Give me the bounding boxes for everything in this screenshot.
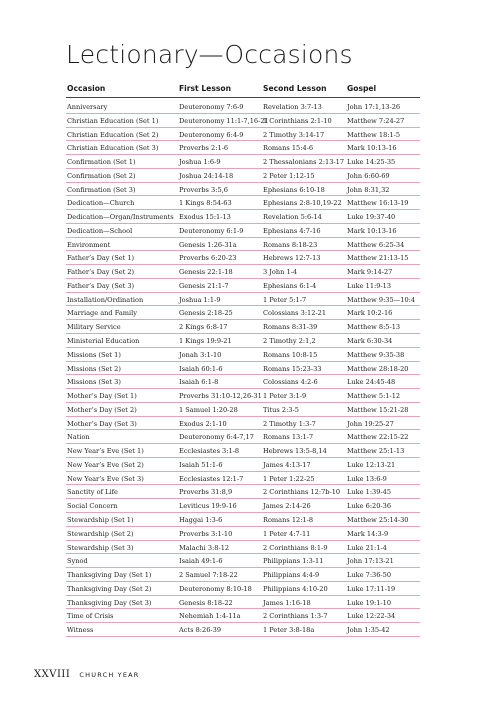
cell-first-lesson: Genesis 8:18-22	[179, 598, 233, 607]
cell-first-lesson: Proverbs 3:1-10	[179, 529, 233, 538]
cell-first-lesson: Proverbs 31:8,9	[179, 488, 233, 497]
header-second-lesson: Second Lesson	[263, 84, 327, 93]
cell-gospel: Mark 10:13-16	[347, 144, 397, 153]
cell-second-lesson: Philippians 4:10-20	[263, 584, 328, 593]
cell-second-lesson: 2 Timothy 3:14-17	[263, 130, 325, 139]
cell-first-lesson: Deuteronomy 6:1-9	[179, 226, 244, 235]
cell-occasion: Anniversary	[67, 103, 108, 111]
cell-second-lesson: 1 Peter 5:1-7	[263, 295, 307, 304]
table-row	[66, 458, 420, 472]
cell-second-lesson: 1 Peter 3:1-9	[263, 392, 307, 401]
table-row	[66, 251, 420, 265]
cell-occasion: Ministerial Education	[67, 337, 140, 346]
cell-occasion: New Year’s Eve (Set 2)	[67, 460, 144, 469]
table-row	[66, 444, 420, 458]
cell-occasion: Time of Crisis	[67, 612, 114, 621]
cell-occasion: Synod	[67, 557, 88, 566]
cell-occasion: Thanksgiving Day (Set 2)	[67, 584, 152, 593]
cell-gospel: Mark 6:30-34	[347, 337, 393, 346]
cell-gospel: Luke 13:6-9	[347, 474, 387, 483]
cell-occasion: Social Concern	[67, 502, 118, 511]
cell-gospel: John 6:60-69	[347, 171, 390, 180]
cell-second-lesson: Philippians 1:3-11	[263, 557, 324, 566]
cell-second-lesson: Romans 8:18-23	[263, 240, 318, 249]
cell-gospel: Luke 1:39-45	[347, 488, 392, 497]
cell-first-lesson: 1 Kings 19:9-21	[179, 337, 232, 346]
cell-first-lesson: Deuteronomy 8:10-18	[179, 584, 252, 593]
table-row	[66, 527, 420, 541]
table-row	[66, 183, 420, 197]
cell-gospel: Mark 9:14-27	[347, 268, 393, 277]
cell-gospel: John 1:35-42	[347, 626, 390, 635]
table-row	[66, 306, 420, 320]
cell-first-lesson: 1 Samuel 1:20-28	[179, 405, 238, 414]
cell-occasion: Dedication—Church	[67, 199, 135, 208]
page-footer	[34, 662, 140, 681]
cell-occasion: Dedication—School	[67, 226, 133, 235]
table-row	[66, 513, 420, 527]
cell-first-lesson: 2 Kings 6:8-17	[179, 323, 228, 332]
cell-first-lesson: Joshua 1:6-9	[179, 158, 221, 167]
cell-second-lesson: 2 Thessalonians 2:13-17	[263, 158, 345, 167]
table-row	[66, 541, 420, 555]
cell-second-lesson: Romans 10:8-15	[263, 350, 318, 359]
table-row	[66, 334, 420, 348]
cell-gospel: John 8:31,32	[347, 185, 390, 194]
cell-occasion: Environment	[67, 240, 111, 249]
table-row	[66, 114, 420, 128]
cell-first-lesson: Genesis 2:18-25	[179, 309, 233, 318]
cell-gospel: Luke 19:1-10	[347, 598, 392, 607]
cell-gospel: Luke 12:13-21	[347, 460, 396, 469]
cell-occasion: New Year’s Eve (Set 1)	[67, 447, 144, 456]
cell-occasion: Christian Education (Set 1)	[67, 116, 159, 125]
cell-occasion: Father’s Day (Set 2)	[67, 268, 135, 277]
cell-gospel: Luke 24:45-48	[347, 378, 396, 387]
cell-second-lesson: James 1:16-18	[263, 598, 311, 607]
table-row	[66, 320, 420, 334]
cell-gospel: Mark 10:13-16	[347, 226, 397, 235]
cell-gospel: Matthew 22:15-22	[347, 433, 409, 442]
table-row	[66, 609, 420, 623]
table-row	[66, 100, 420, 114]
cell-gospel: Matthew 18:1-5	[347, 130, 401, 139]
cell-gospel: Luke 12:22-34	[347, 612, 396, 621]
cell-gospel: Matthew 7:24-27	[347, 116, 405, 125]
cell-second-lesson: Colossians 4:2-6	[263, 378, 318, 387]
table-row	[66, 128, 420, 142]
cell-second-lesson: Revelation 3:7-13	[263, 103, 322, 111]
cell-gospel: Matthew 9:35-38	[347, 350, 405, 359]
cell-first-lesson: Proverbs 31:10-12,26-31	[179, 392, 262, 401]
cell-first-lesson: Isaiah 60:1-6	[179, 364, 223, 373]
header-first-lesson: First Lesson	[179, 84, 231, 93]
cell-occasion: Mother’s Day (Set 2)	[67, 405, 137, 414]
cell-occasion: Mother’s Day (Set 3)	[67, 419, 137, 428]
cell-second-lesson: Ephesians 2:8-10,19-22	[263, 199, 342, 208]
cell-second-lesson: Romans 8:31-39	[263, 323, 318, 332]
cell-occasion: Confirmation (Set 2)	[67, 171, 136, 180]
cell-gospel: Mark 14:3-9	[347, 529, 389, 538]
table-row	[66, 348, 420, 362]
cell-first-lesson: Ecclesiastes 12:1-7	[179, 474, 244, 483]
cell-first-lesson: Deuteronomy 11:1-7,16-21	[179, 116, 269, 125]
cell-first-lesson: 2 Samuel 7:18-22	[179, 571, 238, 580]
table-row	[66, 389, 420, 403]
cell-gospel: Matthew 5:1-12	[347, 392, 401, 401]
cell-first-lesson: Jonah 3:1-10	[179, 350, 222, 359]
table-row	[66, 485, 420, 499]
cell-occasion: Father’s Day (Set 1)	[67, 254, 135, 263]
cell-second-lesson: Romans 15:23-33	[263, 364, 322, 373]
cell-first-lesson: Acts 8:26-39	[179, 626, 222, 635]
cell-gospel: Luke 21:1-4	[347, 543, 387, 552]
cell-second-lesson: Philippians 4:4-9	[263, 571, 320, 580]
table-header	[66, 84, 420, 96]
cell-occasion: Thanksgiving Day (Set 1)	[67, 571, 152, 580]
cell-occasion: Missions (Set 3)	[67, 378, 121, 387]
cell-second-lesson: 2 Timothy 2:1,2	[263, 337, 316, 346]
cell-second-lesson: Romans 12:1-8	[263, 515, 314, 524]
cell-occasion: Mother’s Day (Set 1)	[67, 392, 137, 401]
cell-first-lesson: Joshua 24:14-18	[179, 171, 234, 180]
cell-first-lesson: Nehemiah 1:4-11a	[179, 612, 241, 621]
table-row	[66, 210, 420, 224]
cell-occasion: Missions (Set 1)	[67, 350, 121, 359]
cell-occasion: Nation	[67, 433, 90, 442]
cell-second-lesson: Revelation 5:6-14	[263, 213, 322, 222]
header-occasion: Occasion	[67, 84, 106, 93]
cell-first-lesson: Exodus 15:1-13	[179, 213, 231, 222]
cell-occasion: Stewardship (Set 1)	[67, 515, 134, 524]
header-divider	[66, 97, 420, 98]
cell-first-lesson: Deuteronomy 7:6-9	[179, 103, 244, 111]
cell-second-lesson: Hebrews 13:5-8,14	[263, 447, 327, 456]
cell-first-lesson: Deuteronomy 6:4-9	[179, 130, 244, 139]
cell-second-lesson: James 4:13-17	[263, 460, 311, 469]
cell-second-lesson: 2 Corinthians 12:7b-10	[263, 488, 341, 497]
cell-occasion: New Year’s Eve (Set 3)	[67, 474, 144, 483]
cell-second-lesson: Ephesians 6:10-18	[263, 185, 325, 194]
cell-first-lesson: Exodus 2:1-10	[179, 419, 227, 428]
header-gospel: Gospel	[347, 84, 377, 93]
cell-first-lesson: Leviticus 19:9-16	[179, 502, 237, 511]
cell-gospel: Luke 11:9-13	[347, 281, 392, 290]
cell-gospel: Matthew 16:13-19	[347, 199, 409, 208]
table-row	[66, 155, 420, 169]
table-row	[66, 293, 420, 307]
cell-occasion: Father’s Day (Set 3)	[67, 281, 135, 290]
cell-first-lesson: 1 Kings 8:54-63	[179, 199, 232, 208]
table-row	[66, 403, 420, 417]
running-head: CHURCH YEAR	[79, 671, 140, 679]
cell-first-lesson: Malachi 3:8-12	[179, 543, 230, 552]
cell-first-lesson: Joshua 1:1-9	[179, 295, 221, 304]
cell-second-lesson: 2 Corinthians 8:1-9	[263, 543, 328, 552]
cell-occasion: Witness	[67, 626, 94, 635]
cell-occasion: Installation/Ordination	[67, 295, 144, 304]
cell-first-lesson: Proverbs 2:1-6	[179, 144, 229, 153]
cell-gospel: Matthew 6:25-34	[347, 240, 405, 249]
cell-gospel: Luke 17:11-19	[347, 584, 396, 593]
table-row	[66, 375, 420, 389]
table-row	[66, 568, 420, 582]
cell-second-lesson: 1 Peter 3:8-18a	[263, 626, 315, 635]
table-row	[66, 582, 420, 596]
table-row	[66, 623, 420, 637]
table-row	[66, 417, 420, 431]
cell-second-lesson: 2 Timothy 1:3-7	[263, 419, 316, 428]
cell-first-lesson: Isaiah 51:1-6	[179, 460, 223, 469]
cell-second-lesson: Titus 2:3-5	[263, 405, 299, 414]
cell-gospel: Matthew 9:35—10:4	[347, 295, 416, 304]
table-row	[66, 279, 420, 293]
cell-occasion: Missions (Set 2)	[67, 364, 121, 373]
cell-occasion: Christian Education (Set 2)	[67, 130, 159, 139]
table-row	[66, 141, 420, 155]
cell-gospel: Luke 19:37-40	[347, 213, 396, 222]
cell-first-lesson: Haggai 1:3-6	[179, 515, 223, 524]
cell-first-lesson: Genesis 22:1-18	[179, 268, 233, 277]
cell-second-lesson: Colossians 3:12-21	[263, 309, 327, 318]
cell-second-lesson: Romans 13:1-7	[263, 433, 314, 442]
page-title: Lectionary—Occasions	[66, 40, 353, 69]
cell-gospel: Mark 10:2-16	[347, 309, 393, 318]
cell-first-lesson: Isaiah 49:1-6	[179, 557, 223, 566]
cell-first-lesson: Proverbs 3:5,6	[179, 185, 228, 194]
cell-occasion: Confirmation (Set 1)	[67, 158, 136, 167]
table-row	[66, 362, 420, 376]
cell-gospel: John 19:25-27	[347, 419, 394, 428]
cell-gospel: John 17:1,13-26	[347, 103, 401, 111]
cell-gospel: Matthew 25:14-30	[347, 515, 409, 524]
cell-first-lesson: Ecclesiastes 3:1-8	[179, 447, 240, 456]
cell-first-lesson: Genesis 21:1-7	[179, 281, 229, 290]
page-number: XXVIII	[34, 669, 71, 680]
cell-gospel: Matthew 25:1-13	[347, 447, 405, 456]
lectionary-table	[66, 100, 420, 637]
cell-gospel: Luke 14:25-35	[347, 158, 396, 167]
table-row	[66, 430, 420, 444]
cell-first-lesson: Proverbs 6:20-23	[179, 254, 237, 263]
table-row	[66, 499, 420, 513]
cell-first-lesson: Isaiah 6:1-8	[179, 378, 219, 387]
cell-second-lesson: Ephesians 4:7-16	[263, 226, 321, 235]
cell-gospel: Matthew 28:18-20	[347, 364, 409, 373]
table-row	[66, 554, 420, 568]
cell-gospel: John 17:13-21	[347, 557, 394, 566]
cell-second-lesson: James 2:14-26	[263, 502, 311, 511]
cell-second-lesson: 1 Peter 1:22-25	[263, 474, 315, 483]
table-row	[66, 596, 420, 610]
cell-gospel: Matthew 15:21-28	[347, 405, 409, 414]
cell-gospel: Matthew 21:13-15	[347, 254, 409, 263]
table-row	[66, 265, 420, 279]
table-row	[66, 169, 420, 183]
cell-second-lesson: 1 Peter 4:7-11	[263, 529, 311, 538]
table-row	[66, 196, 420, 210]
cell-second-lesson: 2 Corinthians 1:3-7	[263, 612, 328, 621]
cell-occasion: Christian Education (Set 3)	[67, 144, 159, 153]
cell-occasion: Thanksgiving Day (Set 3)	[67, 598, 152, 607]
cell-first-lesson: Genesis 1:26-31a	[179, 240, 237, 249]
cell-second-lesson: Hebrews 12:7-13	[263, 254, 321, 263]
table-row	[66, 472, 420, 486]
cell-occasion: Sanctity of Life	[67, 488, 118, 497]
cell-occasion: Stewardship (Set 3)	[67, 543, 134, 552]
cell-second-lesson: Romans 15:4-6	[263, 144, 314, 153]
cell-occasion: Military Service	[67, 323, 121, 332]
cell-second-lesson: 1 Corinthians 2:1-10	[263, 116, 332, 125]
cell-first-lesson: Deuteronomy 6:4-7,17	[179, 433, 254, 442]
cell-occasion: Dedication—Organ/Instruments	[67, 213, 174, 222]
cell-gospel: Matthew 8:5-13	[347, 323, 401, 332]
cell-occasion: Stewardship (Set 2)	[67, 529, 134, 538]
cell-second-lesson: 2 Peter 1:12-15	[263, 171, 315, 180]
cell-occasion: Confirmation (Set 3)	[67, 185, 136, 194]
table-row	[66, 238, 420, 252]
cell-occasion: Marriage and Family	[67, 309, 137, 318]
cell-second-lesson: 3 John 1-4	[263, 268, 298, 277]
cell-gospel: Luke 7:36-50	[347, 571, 392, 580]
table-row	[66, 224, 420, 238]
cell-gospel: Luke 6:20-36	[347, 502, 392, 511]
cell-second-lesson: Ephesians 6:1-4	[263, 281, 317, 290]
